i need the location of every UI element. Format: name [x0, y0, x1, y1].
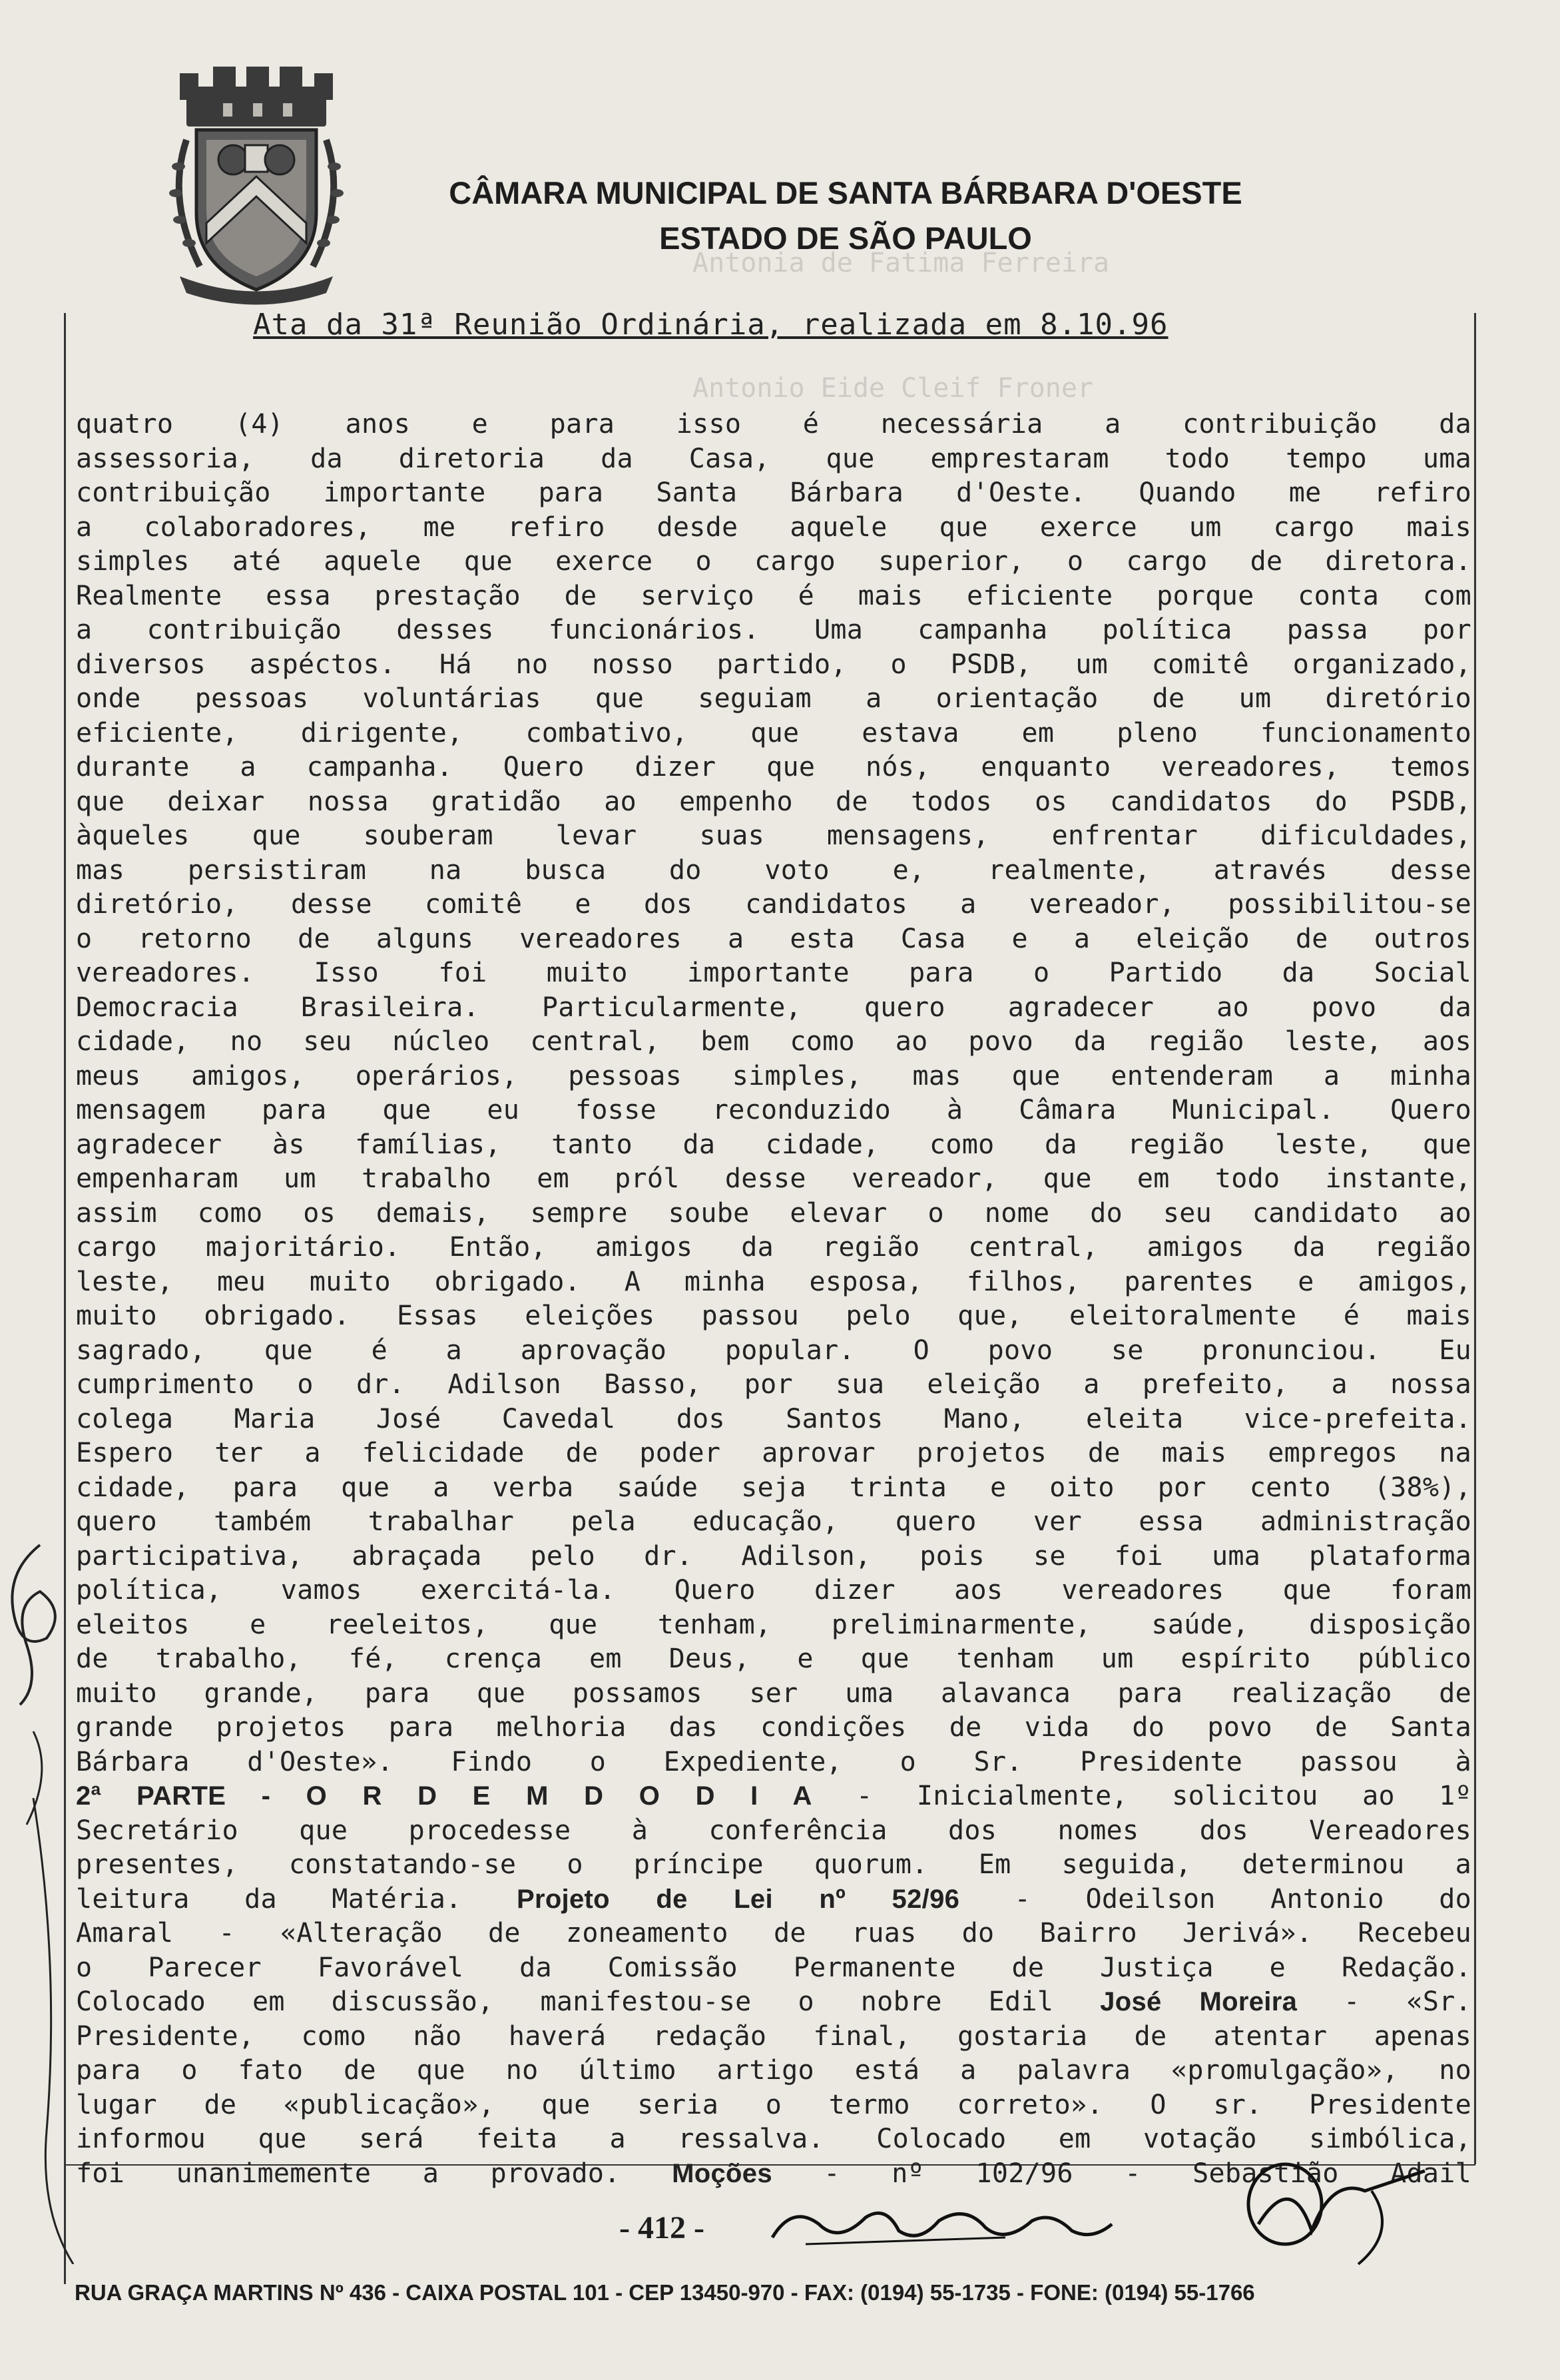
body-line: informou que será feita a ressalva. Colocado em votação simbólica,	[76, 2124, 1471, 2154]
body-line: diretório, desse comitê e dos candidatos a vereador, possibilitou-se	[76, 889, 1471, 920]
minutes-title: Ata da 31ª Reunião Ordinária, realizada em 8.10.96	[253, 308, 1169, 342]
body-line: presentes, constatando-se o príncipe quorum. Em seguida, determinou a	[76, 1849, 1471, 1880]
body-line: o Parecer Favorável da Comissão Permanente de Justiça e Redação.	[76, 1952, 1471, 1983]
body-line: cargo majoritário. Então, amigos da região central, amigos da região	[76, 1232, 1471, 1263]
body-line: de trabalho, fé, crença em Deus, e que tenham um espírito público	[76, 1643, 1471, 1674]
municipal-coat-of-arms-icon	[160, 67, 353, 306]
body-line: leste, meu muito obrigado. A minha esposa, filhos, parentes e amigos,	[76, 1266, 1471, 1297]
margin-signature-stroke-icon	[20, 1798, 93, 2264]
secretary-signature-icon	[1238, 2151, 1438, 2271]
body-line: lugar de «publicação», que seria o termo correto». O sr. Presidente	[76, 2089, 1471, 2120]
speaker-line	[76, 1985, 1471, 2020]
body-line: empenharam um trabalho em pról desse vereador, que em todo instante,	[76, 1163, 1471, 1194]
body-line: muito grande, para que possamos ser uma alavanca para realização de	[76, 1677, 1471, 1709]
body-line: mas persistiram na busca do voto e, realmente, através desse	[76, 854, 1471, 886]
speaker-name: José Moreira	[1100, 1987, 1298, 2016]
body-line: cumprimento o dr. Adilson Basso, por sua eleição a prefeito, a nossa	[76, 1369, 1471, 1400]
body-line: àqueles que souberam levar suas mensagens, enfrentar dificuldades,	[76, 820, 1471, 851]
motions-heading: Moções	[672, 2158, 772, 2188]
body-line: muito obrigado. Essas eleições passou pelo que, eleitoralmente é mais	[76, 1301, 1471, 1331]
body-line: a contribuição desses funcionários. Uma campanha política passa por	[76, 615, 1471, 645]
president-signature-icon	[766, 2191, 1165, 2257]
motions-line-pre: foi unanimemente a provado.	[76, 2158, 672, 2189]
body-line: durante a campanha. Quero dizer que nós, enquanto vereadores, temos	[76, 752, 1471, 782]
body-line: eficiente, dirigente, combativo, que estava em pleno funcionamento	[76, 717, 1471, 748]
body-line: que deixar nossa gratidão ao empenho de todos os candidatos do PSDB,	[76, 786, 1471, 817]
body-line: agradecer às famílias, tanto da cidade, como da região leste, que	[76, 1129, 1471, 1160]
project-line-post: - Odeilson Antonio do	[959, 1883, 1471, 1915]
body-line: vereadores. Isso foi muito importante para o Partido da Social	[76, 958, 1471, 988]
body-line: Bárbara d'Oeste». Findo o Expediente, o Sr. Presidente passou à	[76, 1746, 1471, 1777]
institution-state: ESTADO DE SÃO PAULO	[659, 220, 1032, 256]
body-line: política, vamos exercitá-la. Quero dizer aos vereadores que foram	[76, 1575, 1471, 1606]
body-line: diversos aspéctos. Há no nosso partido, o PSDB, um comitê organizado,	[76, 649, 1471, 680]
body-line: colega Maria José Cavedal dos Santos Mano, eleita vice-prefeita.	[76, 1403, 1471, 1434]
body-line: para o fato de que no último artigo está a palavra «promulgação», no	[76, 2055, 1471, 2086]
body-line: cidade, no seu núcleo central, bem como ao povo da região leste, aos	[76, 1026, 1471, 1057]
body-line: assim como os demais, sempre soube elevar o nome do seu candidato ao	[76, 1197, 1471, 1229]
body-line: a colaboradores, me refiro desde aquele que exerce um cargo mais	[76, 511, 1471, 543]
order-of-day-text: - Inicialmente, solicitou ao 1º	[812, 1781, 1471, 1811]
body-line: o retorno de alguns vereadores a esta Casa e a eleição de outros	[76, 923, 1471, 954]
minutes-body	[76, 408, 1471, 2191]
order-of-day-heading: 2ª PARTE - O R D E M D O D I A	[76, 1781, 812, 1811]
body-line: Amaral - «Alteração de zoneamento de ruas do Bairro Jerivá». Recebeu	[76, 1918, 1471, 1948]
body-line: cidade, para que a verba saúde seja trinta e oito por cento (38%),	[76, 1472, 1471, 1503]
speaker-line-post: - «Sr.	[1297, 1986, 1471, 2017]
body-line: Espero ter a felicidade de poder aprovar projetos de mais empregos na	[76, 1438, 1471, 1468]
body-line: Realmente essa prestação de serviço é mais eficiente porque conta com	[76, 580, 1471, 611]
margin-signature-icon	[0, 1532, 73, 1831]
bleed-through-text: Antonia de Fatima Ferreira	[692, 248, 1110, 278]
body-line: sagrado, que é a aprovação popular. O povo se pronunciou. Eu	[76, 1335, 1471, 1366]
body-line: quero também trabalhar pela educação, quero ver essa administração	[76, 1506, 1471, 1537]
project-line	[76, 1883, 1471, 1917]
body-line: contribuição importante para Santa Bárbara d'Oeste. Quando me refiro	[76, 477, 1471, 508]
motions-line-post: - nº 102/96 - Sebastião Adail	[772, 2158, 1471, 2189]
institution-name: CÂMARA MUNICIPAL DE SANTA BÁRBARA D'OESTE	[449, 175, 1242, 210]
body-line: participativa, abraçada pelo dr. Adilson, pois se foi uma plataforma	[76, 1540, 1471, 1572]
footer-address: RUA GRAÇA MARTINS Nº 436 - CAIXA POSTAL 101 - CEP 13450-970 - FAX: (0194) 55-1735 - FONE: (0194) 55-1766	[75, 2280, 1255, 2305]
project-line-pre: leitura da Matéria.	[76, 1883, 517, 1915]
body-line: Presidente, como não haverá redação final, gostaria de atentar apenas	[76, 2020, 1471, 2052]
body-line: onde pessoas voluntárias que seguiam a orientação de um diretório	[76, 683, 1471, 714]
body-line: meus amigos, operários, pessoas simples, mas que entenderam a minha	[76, 1060, 1471, 1091]
bleed-through-text: Antonio Eide Cleif Froner	[692, 373, 1094, 404]
page-number: - 412 -	[619, 2210, 704, 2245]
body-line: simples até aquele que exerce o cargo superior, o cargo de diretora.	[76, 546, 1471, 577]
body-line: Democracia Brasileira. Particularmente, quero agradecer ao povo da	[76, 992, 1471, 1023]
body-line: eleitos e reeleitos, que tenham, preliminarmente, saúde, disposição	[76, 1609, 1471, 1640]
right-margin-line	[1474, 313, 1476, 2164]
body-line: quatro (4) anos e para isso é necessária a contribuição da	[76, 409, 1471, 440]
body-line: assessoria, da diretoria da Casa, que emprestaram todo tempo uma	[76, 443, 1471, 474]
body-line: mensagem para que eu fosse reconduzido à Câmara Municipal. Quero	[76, 1095, 1471, 1125]
body-line: Secretário que procedesse à conferência dos nomes dos Vereadores	[76, 1815, 1471, 1846]
order-of-day-line	[76, 1779, 1471, 1814]
speaker-line-pre: Colocado em discussão, manifestou-se o nobre Edil	[76, 1986, 1101, 2017]
project-bill-number: Projeto de Lei nº 52/96	[516, 1884, 960, 1914]
body-line: grande projetos para melhoria das condições de vida do povo de Santa	[76, 1712, 1471, 1743]
